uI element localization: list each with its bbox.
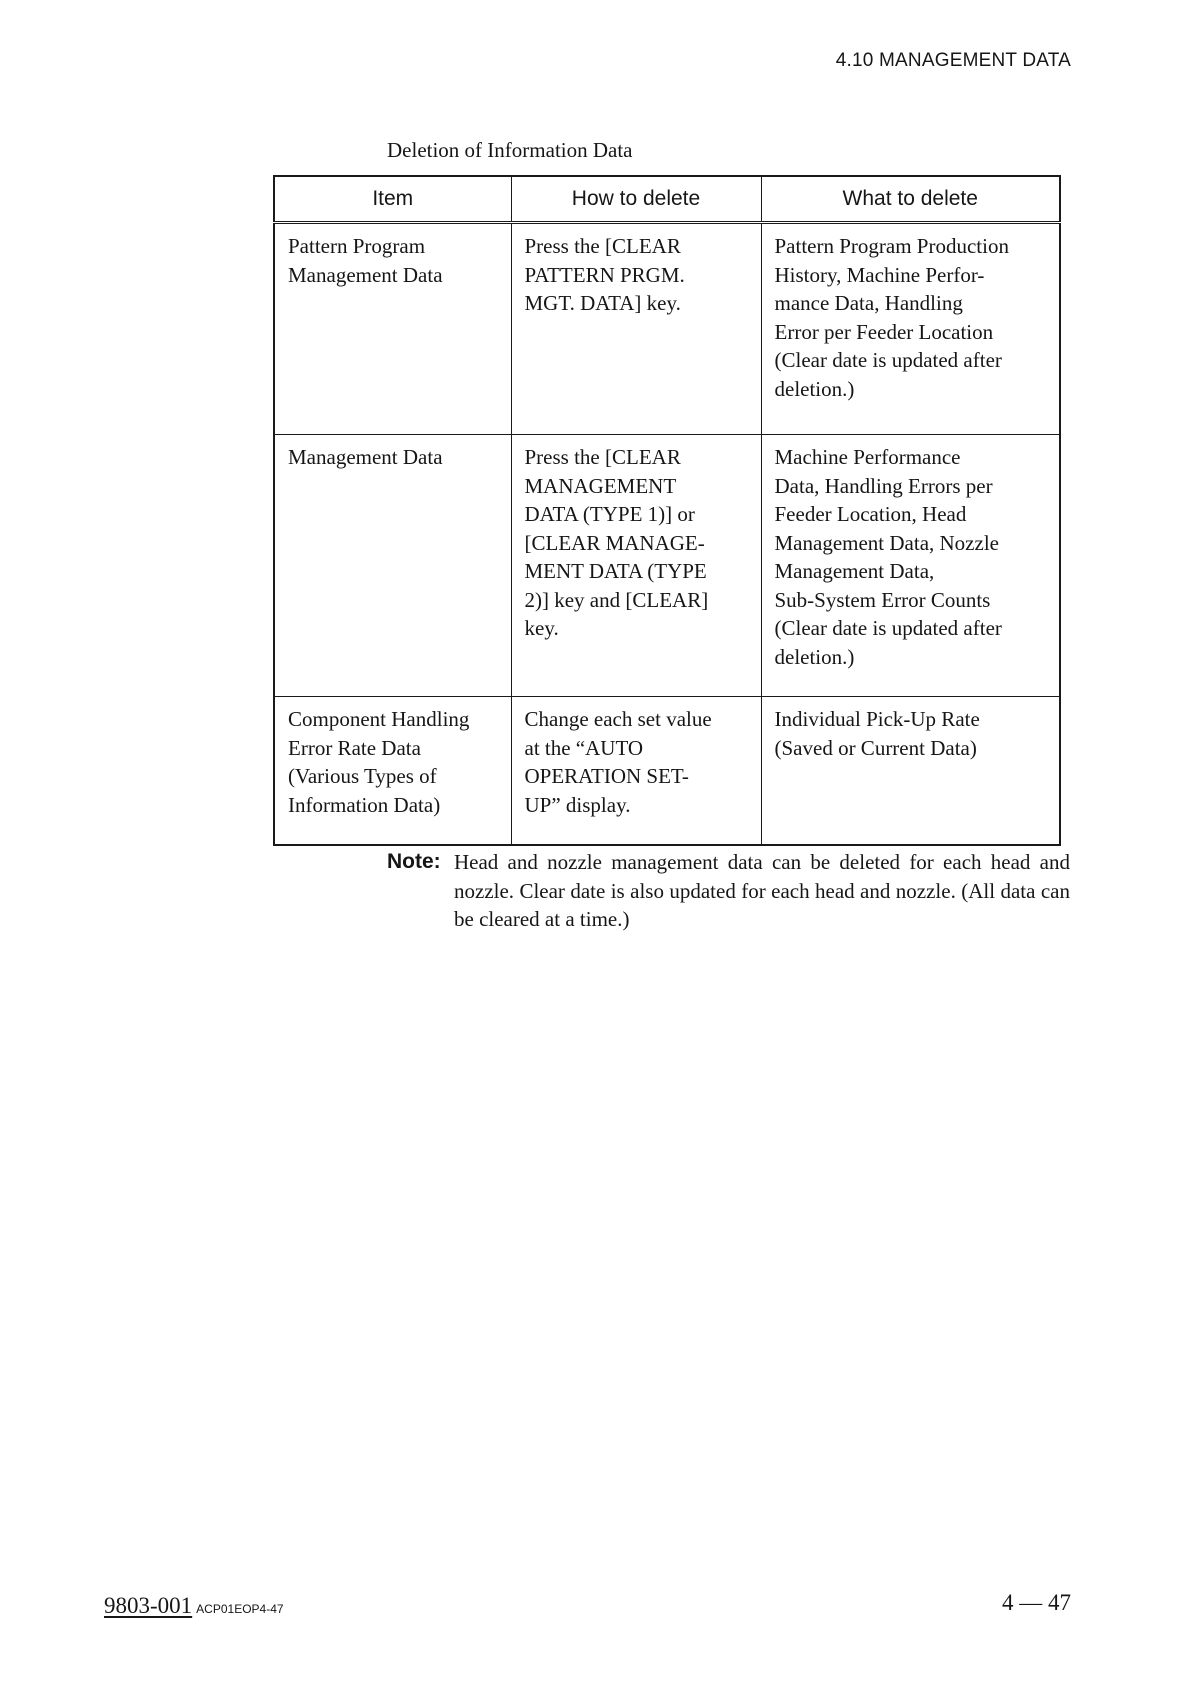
column-header-item: Item [274,176,511,223]
deletion-table [273,175,1061,846]
table-row [274,223,1060,435]
what-cell: Machine Performance Data, Handling Errors per Feeder Location, Head Management Data, Nozzle Management Data, Sub-System Error Counts (Clear date is updated after deletion.) [761,435,1060,697]
table-row [274,697,1060,846]
note-text: Head and nozzle management data can be deleted for each head and nozzle. Clear date is also updated for each head and nozzle. (All data can be cleared at a time.) [454,850,1070,931]
section-header: 4.10 MANAGEMENT DATA [835,50,1071,71]
column-header-what: What to delete [761,176,1060,223]
document-id [104,1593,284,1619]
how-cell: Press the [CLEAR PATTERN PRGM. MGT. DATA] key. [511,223,761,435]
column-header-how: How to delete [511,176,761,223]
item-cell: Pattern Program Management Data [274,223,511,435]
page-number: 4 — 47 [1002,1590,1071,1615]
table-row [274,435,1060,697]
what-cell: Pattern Program Production History, Machine Perfor- mance Data, Handling Error per Feeder Location (Clear date is updated after deletion.) [761,223,1060,435]
note-label: Note: [387,850,441,873]
document-code: ACP01EOP4-47 [196,1602,284,1616]
document-number: 9803-001 [104,1593,193,1618]
table-caption: Deletion of Information Data [387,138,633,162]
item-cell: Component Handling Error Rate Data (Various Types of Information Data) [274,697,511,846]
item-cell: Management Data [274,435,511,697]
what-cell: Individual Pick-Up Rate (Saved or Current Data) [761,697,1060,846]
table-header-row [274,176,1060,223]
how-cell: Change each set value at the “AUTO OPERATION SET- UP” display. [511,697,761,846]
note-block [387,848,1070,934]
how-cell: Press the [CLEAR MANAGEMENT DATA (TYPE 1)] or [CLEAR MANAGE- MENT DATA (TYPE 2)] key and [CLEAR] key. [511,435,761,697]
